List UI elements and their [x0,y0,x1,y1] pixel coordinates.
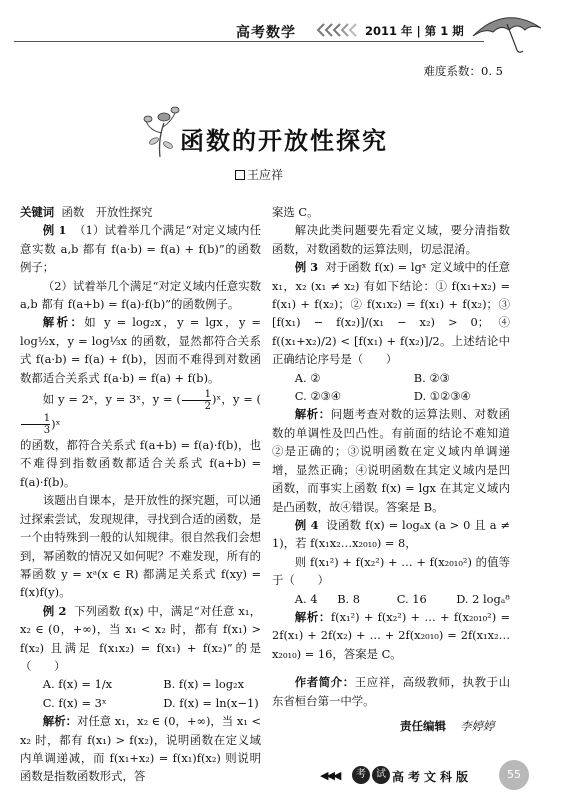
option-a: A. 4 [294,591,318,606]
option-b: B. ②③ [413,370,450,385]
option-b: B. f(x) = log₂x [163,677,245,692]
option-d: D. ①②③④ [413,389,471,404]
solution-1-conclusion: 的函数，都符合关系式 f(a+b) = f(a)·f(b)，也不难得到指数函数都适合关系式 f(a+b) = f(a)·f(b)。 [20,438,261,489]
example-4: 例 4 设函数 f(x) = logₐx (a > 0 且 a ≠ 1)，若 f(x₁x₂…x₂₀₁₀) = 8， [272,517,510,551]
article-title: 函数的开放性探究 [180,126,388,155]
left-column [20,203,261,786]
option-d: D. 2 logₐ⁸ [456,591,510,606]
example-1-part-2: （2）试着举几个满足“对定义域内任意实数 a,b 都有 f(a+b) = f(a)·f(b)”的函数例子。 [20,278,261,312]
example-3-options [272,369,510,406]
solution-1-exp-line: 如 y = 2ˣ，y = 3ˣ，y = ( $\frac{1}{2}$ )ˣ，y = ( $\frac{1}{3}$ )ˣ [20,387,261,436]
option-b: B. 8 [337,591,361,606]
option-a: A. ② [294,370,321,385]
header-rule [14,41,484,42]
solution-1: 解析：如 y = log₂x，y = lgx，y = log½x，y = log⅓x 的函数，显然都符合关系式 f(a·b) = f(a) + f(b)，因而不难得到对数函数都适合关系式 f(a·b) = f(a) + f(b)。 [20,315,261,385]
right-column [272,203,510,710]
example-4-options [272,590,510,608]
keywords: 关键词 函数 开放性探究 [20,205,153,219]
discussion-paragraph-2: 解决此类问题要先看定义域，要分清指数函数，对数函数的运算法则，切忌混淆。 [272,223,510,256]
author-line [235,166,283,183]
option-c: C. 16 [396,591,427,606]
umbrella-icon [465,10,545,54]
page-header [0,8,581,48]
responsible-editor: 责任编辑 李婷婷 [400,719,495,733]
chevrons-decoration-icon [314,22,360,38]
example-4-question: 则 f(x₁²) + f(x₂²) + … + f(x₂₀₁₀²) 的值等于（ ） [272,554,510,588]
solution-2: 解析：对任意 x₁，x₂ ∈ (0，+∞)，当 x₁ < x₂ 时，都有 f(x₁) > f(x₂)，说明函数在定义域内单调递减，而 f(x₁+x₂) = f(x₁)f(x₂) 则说明函数是指数函数形式，答 [20,714,261,784]
example-2: 例 2 下列函数 f(x) 中，满足“对任意 x₁，x₂ ∈ (0，+∞)，当 x₁ < x₂ 时，都有 f(x₁) > f(x₂) 且满足 f(x₁x₂) = f(x₁) + f(x₂)”的是（ ） [20,603,261,673]
page-number: 55 [499,760,529,790]
article-title-block [140,103,440,163]
paren-open: ( [176,392,181,407]
option-d: D. f(x) = ln(x−1) [163,695,259,710]
discussion-paragraph: 该题出自课本，是开放性的探究题，可以通过探索尝试，发现规律，寻找到合适的函数，是一个由特殊到一般的认知规律。很自然我们会想到，幂函数的情况又如何呢？不难发现，所有的幂函数 y = xᵃ(x ∈ R) 都满足关系式 f(xy) = f(x)f(y)。 [20,493,261,600]
flower-decoration-icon [140,103,182,159]
author-name: 王应祥 [247,168,284,182]
arrows-icon: ◀◀◀ [320,769,340,782]
example-1: 例 1 （1）试着举几个满足“对定义域内任意实数 a,b 都有 f(a·b) = f(a) + f(b)”的函数例子； [20,223,261,275]
option-c: C. ②③④ [294,389,341,404]
circle-badge-shi: 试 [372,766,390,784]
author-box-icon [235,170,245,180]
option-c: C. f(x) = 3ˣ [42,695,107,710]
solution-2-continued: 案选 C。 [272,205,319,219]
difficulty-label: 难度系数：0. 5 [423,64,503,78]
author-bio: 作者简介：王应祥，高级教师，执教于山东省桓台第一中学。 [272,675,510,708]
circle-badge-kao: 考 [352,766,370,784]
fraction-half: $\frac{1}{2}$ [182,389,211,412]
issue-label: 2011 年 | 第 1 期 [365,24,464,38]
solution-3: 解析：问题考查对数的运算法则、对数函数的单调性及凹凸性。有前面的结论不难知道②是正确的；③说明函数在定义域内单调递增，显然正确；④说明函数在其定义域内是凹函数，而事实上函数 f(x) = lgx 在其定义域内是凸函数，故④错误。答案是 B。 [272,407,510,514]
solution-4: 解析：f(x₁²) + f(x₂²) + … + f(x₂₀₁₀²) = 2f(x₁) + 2f(x₂) + … + 2f(x₂₀₁₀) = 2f(x₁x₂…x₂₀₁₀) = 16，答案是 C。 [272,609,510,661]
journal-title: 高考数学 [236,25,296,41]
footer-edition-text: 高考文科版 [392,770,473,784]
example-2-options [20,675,261,712]
example-3: 例 3 对于函数 f(x) = lgˣ 定义域中的任意 x₁，x₂ (x₁ ≠ x₂) 有如下结论：① f(x₁+x₂) = f(x₁) + f(x₂)；② f(x₁x₂) = f(x₁) + f(x₂)；③ [f(x₁) − f(x₂)]/(x₁ − x₂) > 0；④ f((x₁+x₂)/2) < [f(x₁) + f(x₂)]/2。上述结论中正确结论序号是（ ） [272,260,510,367]
fraction-third: $\frac{1}{3}$ [21,413,50,436]
option-a: A. f(x) = 1/x [42,677,113,692]
